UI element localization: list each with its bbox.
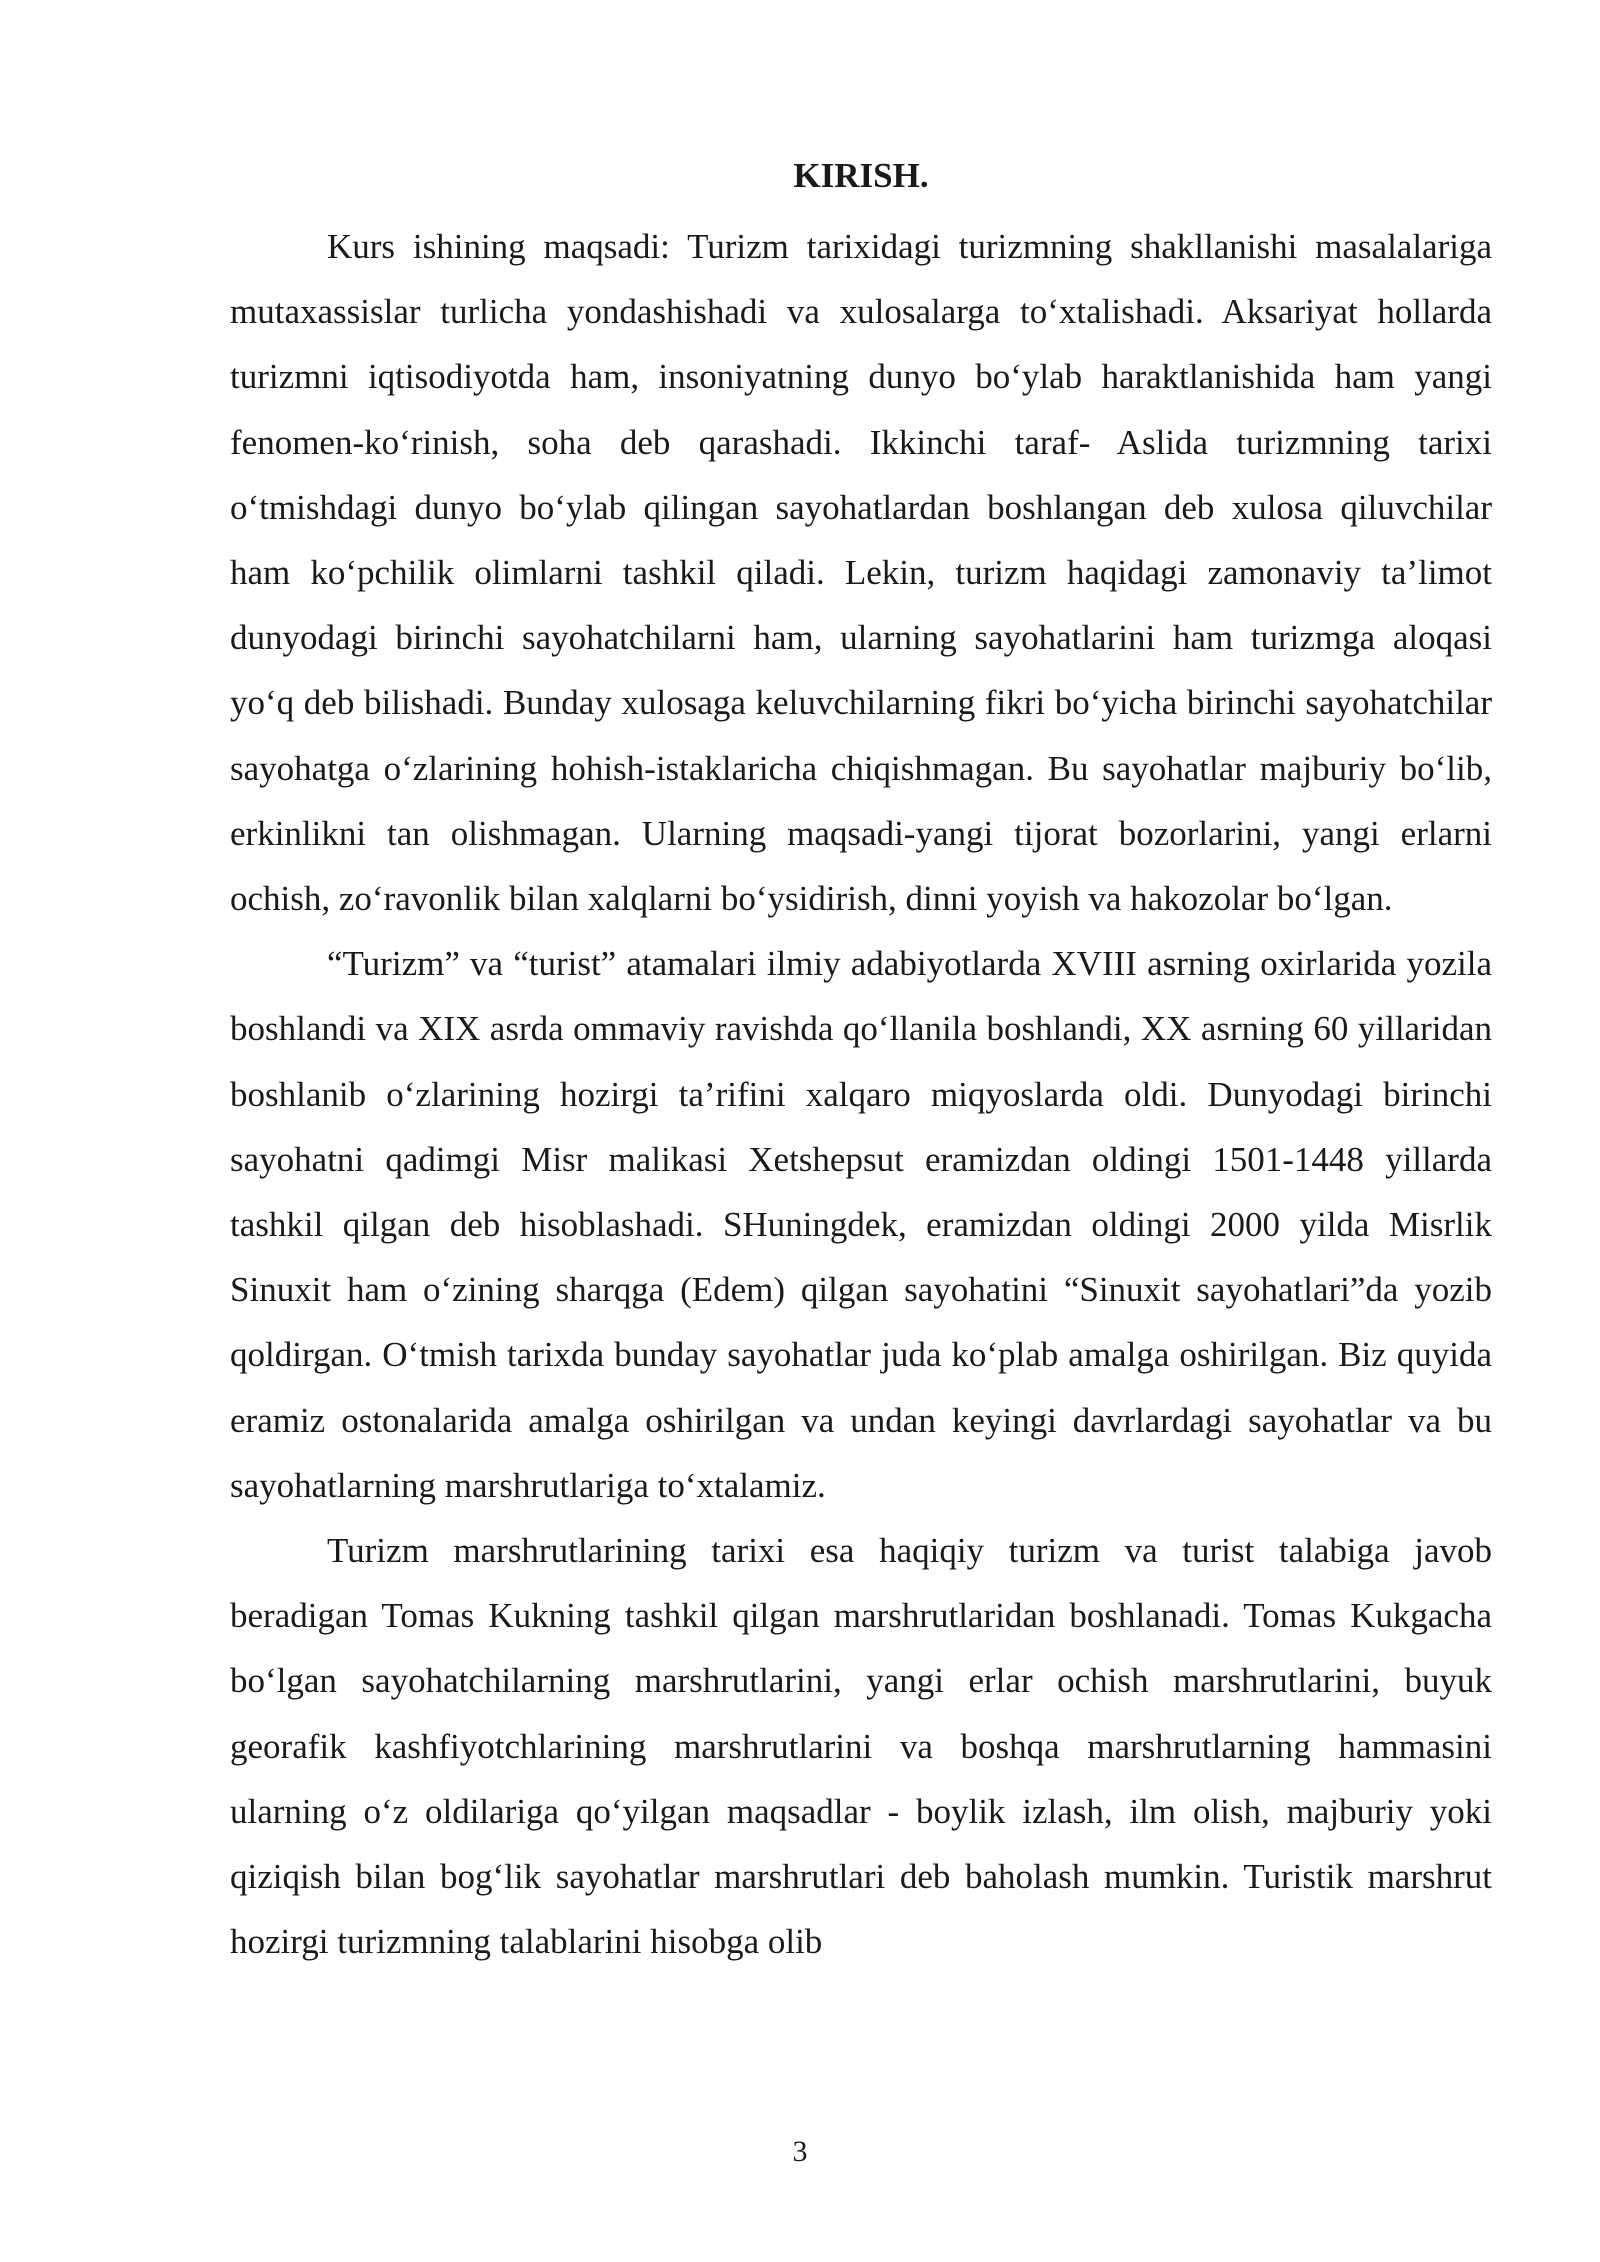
- page-number: 3: [792, 2135, 808, 2168]
- paragraph-routes: Turizm marshrutlarining tarixi esa haqiqiy turizm va turist talabiga javob beradigan Tomas Kukning tashkil qilgan marshrutlaridan boshlanadi. Tomas Kukgacha bo‘lgan sayohatchilarning marshrutlarini, yangi erlar ochish marshrutlarini, buyuk georafik kashfiyotchlarining marshrutlarini va boshqa marshrutlarning hammasini ularning o‘z oldilariga qo‘yilgan maqsadlar - boylik izlash, ilm olish, majburiy yoki qiziqish bilan bog‘lik sayohatlar marshrutlari deb baholash mumkin. Turistik marshrut hozirgi turizmning talablarini hisobga olib: [230, 1531, 1492, 1962]
- page-content: [230, 150, 1492, 1974]
- section-heading: KIRISH.: [793, 156, 929, 195]
- paragraph-intro: Kurs ishining maqsadi: Turizm tarixidagi turizmning shakllanishi masalalariga mutaxassislar turlicha yondashishadi va xulosalarga to‘xtalishadi. Aksariyat hollarda turizmni iqtisodiyotda ham, insoniyatning dunyo bo‘ylab haraktlanishida ham yangi fenomen-ko‘rinish, soha deb qarashadi. Ikkinchi taraf- Aslida turizmning tarixi o‘tmishdagi dunyo bo‘ylab qilingan sayohatlardan boshlangan deb xulosa qiluvchilar ham ko‘pchilik olimlarni tashkil qiladi. Lekin, turizm haqidagi zamonaviy ta’limot dunyodagi birinchi sayohatchilarni ham, ularning sayohatlarini ham turizmga aloqasi yo‘q deb bilishadi. Bunday xulosaga keluvchilarning fikri bo‘yicha birinchi sayohatchilar sayohatga o‘zlarining hohish-istaklaricha chiqishmagan. Bu sayohatlar majburiy bo‘lib, erkinlikni tan olishmagan. Ularning maqsadi-yangi tijorat bozorlarini, yangi erlarni ochish, zo‘ravonlik bilan xalqlarni bo‘ysidirish, dinni yoyish va hakozolar bo‘lgan.: [230, 227, 1492, 919]
- paragraph-terminology: “Turizm” va “turist” atamalari ilmiy adabiyotlarda XVIII asrning oxirlarida yozila boshlandi va XIX asrda ommaviy ravishda qo‘llanila boshlandi, XX asrning 60 yillaridan boshlanib o‘zlarining hozirgi ta’rifini xalqaro miqyoslarda oldi. Dunyodagi birinchi sayohatni qadimgi Misr malikasi Xetshepsut eramizdan oldingi 1501-1448 yillarda tashkil qilgan deb hisoblashadi. SHuningdek, eramizdan oldingi 2000 yilda Misrlik Sinuxit ham o‘zining sharqga (Edem) qilgan sayohatini “Sinuxit sayohatlari”da yozib qoldirgan. O‘tmish tarixda bunday sayohatlar juda ko‘plab amalga oshirilgan. Biz quyida eramiz ostonalarida amalga oshirilgan va undan keyingi davrlardagi sayohatlar va bu sayohatlarning marshrutlariga to‘xtalamiz.: [230, 944, 1492, 1505]
